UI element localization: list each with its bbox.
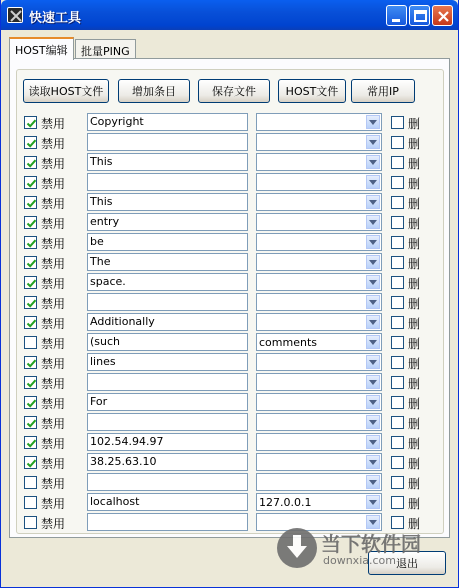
- delete-label: 删: [408, 137, 421, 151]
- delete-checkbox[interactable]: [391, 296, 404, 309]
- dropdown-arrow-icon[interactable]: [366, 355, 380, 369]
- host-entry-row: [10, 373, 451, 391]
- dropdown-arrow-icon[interactable]: [366, 435, 380, 449]
- disable-label: 禁用: [41, 137, 66, 151]
- minimize-button[interactable]: [386, 5, 407, 26]
- disable-checkbox[interactable]: [24, 176, 37, 189]
- delete-checkbox[interactable]: [391, 376, 404, 389]
- disable-label: 禁用: [41, 357, 66, 371]
- host-file-button[interactable]: HOST文件: [278, 79, 346, 103]
- hostname-input[interactable]: 102.54.94.97: [87, 433, 248, 451]
- disable-checkbox[interactable]: [24, 516, 37, 529]
- disable-label: 禁用: [41, 517, 66, 531]
- ip-combobox[interactable]: [256, 493, 382, 511]
- hostname-input[interactable]: [87, 173, 248, 191]
- disable-label: 禁用: [41, 177, 66, 191]
- disable-label: 禁用: [41, 257, 66, 271]
- dropdown-arrow-icon[interactable]: [366, 155, 380, 169]
- dropdown-arrow-icon[interactable]: [366, 335, 380, 349]
- host-entry-row: [10, 153, 451, 171]
- ip-combobox[interactable]: [256, 273, 382, 291]
- ip-combobox[interactable]: [256, 473, 382, 491]
- disable-label: 禁用: [41, 117, 66, 131]
- window-title: 快速工具: [29, 11, 82, 26]
- delete-label: 删: [408, 417, 421, 431]
- hostname-input[interactable]: space.: [87, 273, 248, 291]
- ip-combobox[interactable]: [256, 173, 382, 191]
- host-entry-row: [10, 273, 451, 291]
- host-entry-row: [10, 313, 451, 331]
- hostname-input[interactable]: [87, 293, 248, 311]
- watermark-cn: 当下软件园: [321, 532, 421, 556]
- disable-checkbox[interactable]: [24, 116, 37, 129]
- disable-label: 禁用: [41, 417, 66, 431]
- dropdown-arrow-icon[interactable]: [366, 195, 380, 209]
- dropdown-arrow-icon[interactable]: [366, 455, 380, 469]
- host-entry-row: [10, 333, 451, 351]
- disable-checkbox[interactable]: [24, 416, 37, 429]
- dropdown-arrow-icon[interactable]: [366, 415, 380, 429]
- delete-label: 删: [408, 297, 421, 311]
- dropdown-arrow-icon[interactable]: [366, 235, 380, 249]
- host-entry-row: [10, 353, 451, 371]
- ip-combobox[interactable]: [256, 233, 382, 251]
- add-entry-button[interactable]: 增加条目: [118, 79, 190, 103]
- hostname-input[interactable]: [87, 373, 248, 391]
- host-entry-row: [10, 133, 451, 151]
- app-icon: [7, 7, 23, 23]
- hostname-input[interactable]: 38.25.63.10: [87, 453, 248, 471]
- disable-label: 禁用: [41, 217, 66, 231]
- disable-checkbox[interactable]: [24, 336, 37, 349]
- delete-checkbox[interactable]: [391, 256, 404, 269]
- delete-label: 删: [408, 197, 421, 211]
- delete-label: 删: [408, 257, 421, 271]
- delete-checkbox[interactable]: [391, 496, 404, 509]
- ip-combobox[interactable]: [256, 293, 382, 311]
- hostname-input[interactable]: [87, 513, 248, 531]
- delete-checkbox[interactable]: [391, 116, 404, 129]
- delete-checkbox[interactable]: [391, 236, 404, 249]
- host-entry-row: [10, 253, 451, 271]
- disable-label: 禁用: [41, 377, 66, 391]
- disable-checkbox[interactable]: [24, 356, 37, 369]
- disable-label: 禁用: [41, 497, 66, 511]
- host-entry-row: [10, 433, 451, 451]
- host-entry-row: [10, 193, 451, 211]
- hostname-input[interactable]: Additionally: [87, 313, 248, 331]
- hostname-input[interactable]: [87, 473, 248, 491]
- dropdown-arrow-icon[interactable]: [366, 215, 380, 229]
- ip-combobox[interactable]: [256, 433, 382, 451]
- delete-label: 删: [408, 357, 421, 371]
- disable-label: 禁用: [41, 477, 66, 491]
- ip-combobox[interactable]: [256, 153, 382, 171]
- hostname-input[interactable]: Copyright: [87, 113, 248, 131]
- disable-checkbox[interactable]: [24, 256, 37, 269]
- disable-checkbox[interactable]: [24, 296, 37, 309]
- delete-label: 删: [408, 457, 421, 471]
- hostname-input[interactable]: For: [87, 393, 248, 411]
- disable-checkbox[interactable]: [24, 496, 37, 509]
- hostname-input[interactable]: be: [87, 233, 248, 251]
- ip-combobox[interactable]: [256, 253, 382, 271]
- host-entry-row: [10, 173, 451, 191]
- disable-label: 禁用: [41, 457, 66, 471]
- disable-label: 禁用: [41, 277, 66, 291]
- delete-label: 删: [408, 277, 421, 291]
- delete-checkbox[interactable]: [391, 136, 404, 149]
- delete-label: 删: [408, 237, 421, 251]
- ip-combobox[interactable]: [256, 313, 382, 331]
- ip-value: comments: [259, 336, 317, 349]
- hostname-input[interactable]: lines: [87, 353, 248, 371]
- host-entry-row: [10, 293, 451, 311]
- dropdown-arrow-icon[interactable]: [366, 295, 380, 309]
- tab-batch-ping[interactable]: 批量PING: [75, 39, 136, 59]
- ip-combobox[interactable]: [256, 113, 382, 131]
- host-entry-row: [10, 113, 451, 131]
- delete-label: 删: [408, 217, 421, 231]
- dropdown-arrow-icon[interactable]: [366, 395, 380, 409]
- disable-checkbox[interactable]: [24, 376, 37, 389]
- hostname-input[interactable]: localhost: [87, 493, 248, 511]
- ip-combobox[interactable]: [256, 353, 382, 371]
- delete-label: 删: [408, 497, 421, 511]
- delete-label: 删: [408, 117, 421, 131]
- hostname-input[interactable]: entry: [87, 213, 248, 231]
- disable-checkbox[interactable]: [24, 236, 37, 249]
- delete-label: 删: [408, 177, 421, 191]
- close-button[interactable]: [432, 5, 453, 26]
- delete-checkbox[interactable]: [391, 156, 404, 169]
- tab-panel: [9, 58, 450, 538]
- dropdown-arrow-icon[interactable]: [366, 475, 380, 489]
- delete-label: 删: [408, 317, 421, 331]
- disable-label: 禁用: [41, 337, 66, 351]
- tab-host-edit[interactable]: HOST编辑: [9, 37, 74, 60]
- delete-label: 删: [408, 157, 421, 171]
- delete-checkbox[interactable]: [391, 416, 404, 429]
- ip-combobox[interactable]: [256, 193, 382, 211]
- host-entry-row: [10, 393, 451, 411]
- dropdown-arrow-icon[interactable]: [366, 375, 380, 389]
- title-bar[interactable]: [1, 0, 458, 30]
- host-entry-row: [10, 213, 451, 231]
- host-entry-row: [10, 413, 451, 431]
- disable-label: 禁用: [41, 317, 66, 331]
- dropdown-arrow-icon[interactable]: [366, 275, 380, 289]
- maximize-button[interactable]: [409, 5, 430, 26]
- delete-checkbox[interactable]: [391, 276, 404, 289]
- delete-label: 删: [408, 377, 421, 391]
- dropdown-arrow-icon[interactable]: [366, 255, 380, 269]
- watermark-en: downxia.com: [323, 554, 396, 567]
- ip-combobox[interactable]: [256, 213, 382, 231]
- disable-checkbox[interactable]: [24, 456, 37, 469]
- watermark: [277, 526, 447, 572]
- disable-label: 禁用: [41, 437, 66, 451]
- ip-combobox[interactable]: [256, 373, 382, 391]
- disable-label: 禁用: [41, 297, 66, 311]
- ip-combobox[interactable]: [256, 453, 382, 471]
- host-entry-row: [10, 473, 451, 491]
- hostname-input[interactable]: The: [87, 253, 248, 271]
- host-entry-row: [10, 233, 451, 251]
- host-entry-row: [10, 453, 451, 471]
- ip-combobox[interactable]: [256, 413, 382, 431]
- disable-checkbox[interactable]: [24, 436, 37, 449]
- disable-checkbox[interactable]: [24, 196, 37, 209]
- dropdown-arrow-icon[interactable]: [366, 495, 380, 509]
- save-file-button[interactable]: 保存文件: [198, 79, 270, 103]
- delete-label: 删: [408, 397, 421, 411]
- common-ip-button[interactable]: 常用IP: [351, 79, 415, 103]
- delete-checkbox[interactable]: [391, 356, 404, 369]
- delete-label: 删: [408, 337, 421, 351]
- disable-label: 禁用: [41, 397, 66, 411]
- disable-checkbox[interactable]: [24, 316, 37, 329]
- host-entry-row: [10, 493, 451, 511]
- delete-label: 删: [408, 477, 421, 491]
- read-host-file-button[interactable]: 读取HOST文件: [23, 79, 109, 103]
- delete-checkbox[interactable]: [391, 176, 404, 189]
- ip-combobox[interactable]: [256, 133, 382, 151]
- disable-checkbox[interactable]: [24, 276, 37, 289]
- delete-checkbox[interactable]: [391, 316, 404, 329]
- exit-button[interactable]: 退出: [368, 551, 446, 575]
- ip-value: 127.0.0.1: [259, 496, 312, 509]
- delete-checkbox[interactable]: [391, 476, 404, 489]
- hostname-input[interactable]: This: [87, 153, 248, 171]
- dropdown-arrow-icon[interactable]: [366, 175, 380, 189]
- hostname-input[interactable]: This: [87, 193, 248, 211]
- disable-label: 禁用: [41, 237, 66, 251]
- delete-checkbox[interactable]: [391, 216, 404, 229]
- dropdown-arrow-icon[interactable]: [366, 135, 380, 149]
- download-arrow-icon: [277, 528, 317, 568]
- disable-checkbox[interactable]: [24, 216, 37, 229]
- delete-checkbox[interactable]: [391, 456, 404, 469]
- disable-label: 禁用: [41, 157, 66, 171]
- delete-checkbox[interactable]: [391, 336, 404, 349]
- disable-label: 禁用: [41, 197, 66, 211]
- hostname-input[interactable]: (such: [87, 333, 248, 351]
- delete-label: 删: [408, 517, 421, 531]
- delete-checkbox[interactable]: [391, 396, 404, 409]
- disable-checkbox[interactable]: [24, 396, 37, 409]
- disable-checkbox[interactable]: [24, 136, 37, 149]
- hostname-input[interactable]: [87, 413, 248, 431]
- disable-checkbox[interactable]: [24, 156, 37, 169]
- disable-checkbox[interactable]: [24, 476, 37, 489]
- delete-checkbox[interactable]: [391, 196, 404, 209]
- dropdown-arrow-icon[interactable]: [366, 115, 380, 129]
- ip-combobox[interactable]: [256, 393, 382, 411]
- delete-checkbox[interactable]: [391, 436, 404, 449]
- hostname-input[interactable]: [87, 133, 248, 151]
- delete-label: 删: [408, 437, 421, 451]
- ip-combobox[interactable]: [256, 333, 382, 351]
- dropdown-arrow-icon[interactable]: [366, 315, 380, 329]
